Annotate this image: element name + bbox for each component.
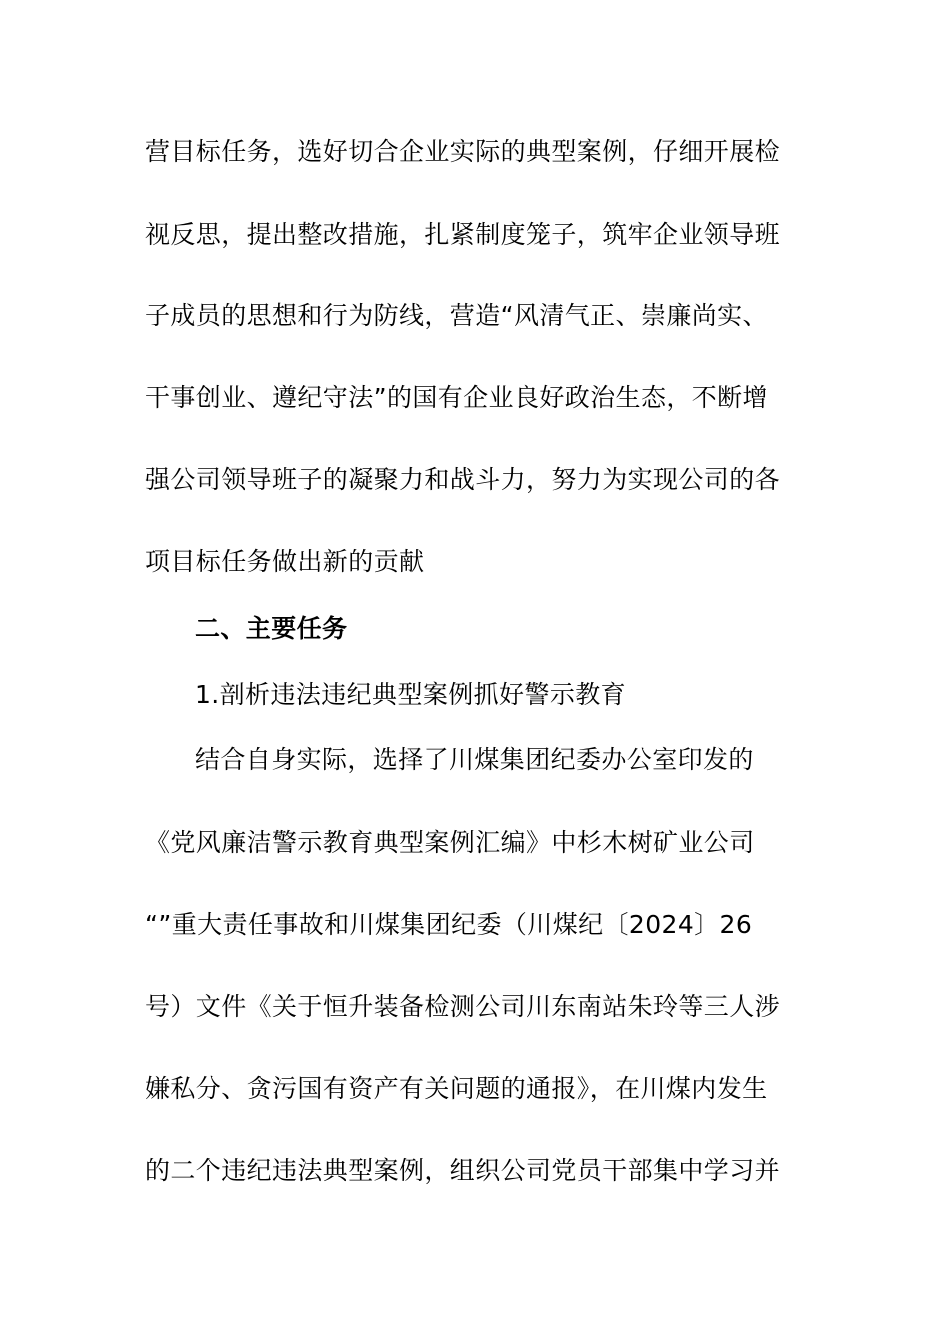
- paragraph-line: 的二个违纪违法典型案例，组织公司党员干部集中学习并: [145, 1156, 781, 1185]
- paragraph-line: 强公司领导班子的凝聚力和战斗力，努力为实现公司的各: [145, 465, 781, 494]
- paragraph-line: 号）文件《关于恒升装备检测公司川东南站朱玲等三人涉: [145, 992, 781, 1021]
- paragraph-line: 子成员的思想和行为防线，营造“风清气正、崇廉尚实、: [145, 301, 768, 330]
- paragraph-line: 项目标任务做出新的贡献: [145, 547, 425, 576]
- paragraph-line: 《党风廉洁警示教育典型案例汇编》中杉木树矿业公司: [145, 828, 755, 857]
- paragraph-line: 营目标任务，选好切合企业实际的典型案例，仔细开展检: [145, 137, 781, 166]
- subsection-heading: 1.剖析违法违纪典型案例抓好警示教育: [195, 680, 627, 709]
- paragraph-line: “”重大责任事故和川煤集团纪委（川煤纪〔2024〕26: [145, 910, 753, 939]
- paragraph-line: 视反思，提出整改措施，扎紧制度笼子，筑牢企业领导班: [145, 220, 781, 249]
- paragraph-line: 嫌私分、贪污国有资产有关问题的通报》，在川煤内发生: [145, 1074, 768, 1103]
- paragraph-line: 干事创业、遵纪守法”的国有企业良好政治生态，不断增: [145, 383, 768, 412]
- section-heading: 二、主要任务: [195, 614, 348, 643]
- paragraph-line: 结合自身实际，选择了川煤集团纪委办公室印发的: [195, 745, 754, 774]
